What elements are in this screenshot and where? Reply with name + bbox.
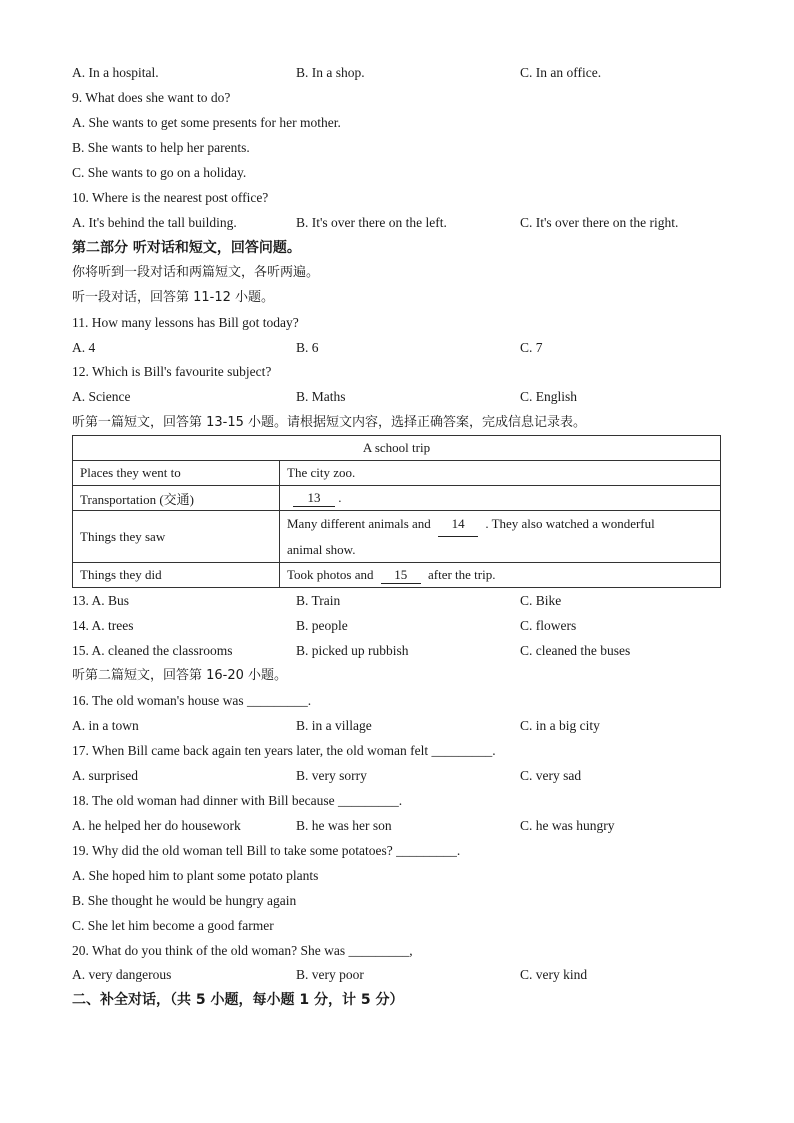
dialog-intro: 听一段对话，回答第 11-12 小题。 [72, 290, 275, 305]
q19-option-c: C. She let him become a good farmer [72, 918, 274, 933]
q11-options [72, 339, 722, 357]
q14-options [72, 617, 722, 635]
blank-13: 13 [293, 490, 335, 507]
option-b: B. It's over there on the left. [296, 215, 447, 230]
q9-stem: 9. What does she want to do? [72, 90, 231, 105]
option-b: B. Train [296, 593, 341, 608]
option-b: B. 6 [296, 340, 319, 355]
option-a: A. It's behind the tall building. [72, 215, 237, 230]
row-value [280, 486, 721, 511]
q20-stem: 20. What do you think of the old woman? She was _________, [72, 943, 413, 958]
option-a: A. very dangerous [72, 967, 172, 982]
option-c: C. very kind [520, 967, 588, 982]
line2-text: animal show. [287, 542, 356, 557]
school-trip-table [72, 435, 721, 588]
option-c: C. in a big city [520, 718, 600, 733]
after-text: . [338, 489, 342, 505]
passage1-intro: 听第一篇短文，回答第 13-15 小题。请根据短文内容，选择正确答案，完成信息记录表。 [72, 415, 587, 430]
q19-option-b: B. She thought he would be hungry again [72, 893, 297, 908]
q10-stem: 10. Where is the nearest post office? [72, 190, 269, 205]
q19-option-a: A. She hoped him to plant some potato plants [72, 868, 319, 883]
before-text: Many different animals and [287, 516, 431, 531]
row-value [280, 511, 721, 563]
option-a: A. Science [72, 389, 131, 404]
part2-heading: 第二部分 听对话和短文，回答问题。 [72, 240, 301, 256]
table-row [73, 461, 721, 486]
option-a: 15. A. cleaned the classrooms [72, 643, 233, 658]
q19-stem: 19. Why did the old woman tell Bill to take some potatoes? _________. [72, 843, 461, 858]
q9-option-a: A. She wants to get some presents for her mother. [72, 115, 341, 130]
q17-options [72, 767, 722, 785]
option-b: B. he was her son [296, 818, 392, 833]
q9-option-b: B. She wants to help her parents. [72, 140, 250, 155]
option-b: B. very sorry [296, 768, 367, 783]
option-c: C. In an office. [520, 65, 602, 80]
option-c: C. flowers [520, 618, 577, 633]
option-a: A. in a town [72, 718, 139, 733]
q9-option-c: C. She wants to go on a holiday. [72, 165, 247, 180]
before-text: Took photos and [287, 566, 374, 582]
q20-options [72, 966, 722, 984]
table-row [73, 511, 721, 563]
q8-options [72, 64, 722, 82]
after-text: . They also watched a wonderful [485, 516, 655, 531]
q18-options [72, 817, 722, 835]
q13-options [72, 592, 722, 610]
passage2-intro: 听第二篇短文，回答第 16-20 小题。 [72, 668, 288, 683]
q16-options [72, 717, 722, 735]
option-a: A. he helped her do housework [72, 818, 241, 833]
option-c: C. very sad [520, 768, 582, 783]
q11-stem: 11. How many lessons has Bill got today? [72, 315, 299, 330]
table-row [73, 486, 721, 511]
part2-intro: 你将听到一段对话和两篇短文，各听两遍。 [72, 265, 320, 280]
q10-options [72, 214, 722, 232]
row-label: Transportation (交通) [73, 486, 280, 511]
q15-options [72, 642, 722, 660]
option-b: B. In a shop. [296, 65, 365, 80]
q16-stem: 16. The old woman's house was _________. [72, 693, 312, 708]
option-c: C. English [520, 389, 578, 404]
table-row [73, 563, 721, 588]
q12-stem: 12. Which is Bill's favourite subject? [72, 364, 272, 379]
option-c: C. It's over there on the right. [520, 215, 679, 230]
option-b: B. Maths [296, 389, 346, 404]
table-title: A school trip [73, 436, 721, 461]
option-c: C. he was hungry [520, 818, 615, 833]
option-c: C. Bike [520, 593, 562, 608]
q17-stem: 17. When Bill came back again ten years later, the old woman felt _________. [72, 743, 496, 758]
option-a: A. 4 [72, 340, 96, 355]
option-b: B. picked up rubbish [296, 643, 409, 658]
option-a: A. In a hospital. [72, 65, 159, 80]
blank-15: 15 [381, 567, 421, 584]
row-value: The city zoo. [280, 461, 721, 486]
option-c: C. cleaned the buses [520, 643, 631, 658]
section2-heading: 二、补全对话，（共 5 小题，每小题 1 分，计 5 分） [72, 992, 404, 1008]
option-a: 13. A. Bus [72, 593, 130, 608]
table-title-row [73, 436, 721, 461]
q12-options [72, 388, 722, 406]
after-text: after the trip. [427, 566, 496, 582]
row-value [280, 563, 721, 588]
option-a: A. surprised [72, 768, 138, 783]
blank-14: 14 [438, 511, 478, 537]
option-b: B. in a village [296, 718, 372, 733]
option-a: 14. A. trees [72, 618, 134, 633]
q18-stem: 18. The old woman had dinner with Bill because _________. [72, 793, 403, 808]
row-label: Things they did [73, 563, 280, 588]
option-c: C. 7 [520, 340, 543, 355]
option-b: B. people [296, 618, 348, 633]
row-label: Things they saw [73, 511, 280, 563]
option-b: B. very poor [296, 967, 364, 982]
row-label: Places they went to [73, 461, 280, 486]
